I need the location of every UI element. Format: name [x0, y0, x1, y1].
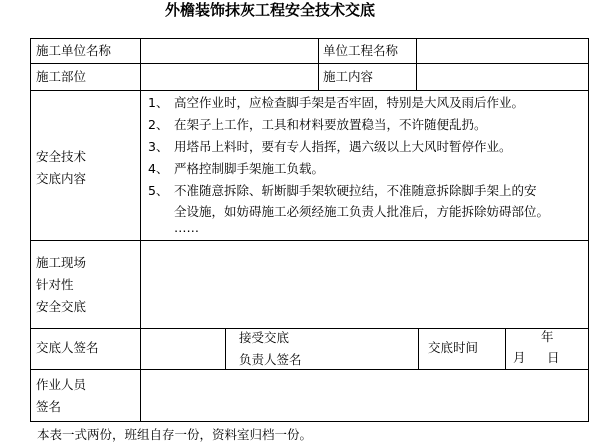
- col-divider: [416, 38, 417, 91]
- site-safety-label-line3: 安全交底: [36, 299, 87, 314]
- safety-item-number: 4、: [148, 161, 169, 176]
- safety-tech-label-line1: 安全技术: [36, 149, 87, 164]
- date-year-label: 年: [541, 329, 554, 344]
- safety-item-text: 严格控制脚手架施工负载。: [174, 161, 325, 176]
- safety-tech-label-line2: 交底内容: [36, 171, 87, 186]
- project-name-label: 单位工程名称: [323, 43, 399, 58]
- safety-item-number: 5、: [148, 183, 169, 198]
- safety-item-number: 3、: [148, 139, 169, 154]
- footer-note: 本表一式两份，班组自存一份，资料室归档一份。: [37, 427, 313, 442]
- date-day-label: 日: [547, 350, 560, 365]
- worker-signature-label-line2: 签名: [36, 399, 62, 414]
- safety-item-5-continuation: 全设施，如妨碍施工必须经施工负责人批准后，方能拆除妨碍部位。: [174, 204, 550, 219]
- document-title: 外檐装饰抹灰工程安全技术交底: [164, 1, 375, 19]
- table-border-left: [30, 38, 31, 422]
- col-divider: [418, 328, 419, 370]
- table-border-bottom: [30, 421, 589, 422]
- receiver-signature-label: [239, 327, 302, 371]
- location-label: 施工部位: [36, 69, 87, 84]
- safety-item-text: 用塔吊上料时，要有专人指挥，遇六级以上大风时暂停作业。: [174, 139, 512, 154]
- worker-signature-label: [36, 374, 86, 418]
- receiver-signature-label-line2: 负责人签名: [239, 352, 302, 367]
- date-month-label: 月: [513, 350, 526, 365]
- briefer-signature-label: 交底人签名: [36, 340, 99, 355]
- safety-item-text: 在架子上工作，工具和材料要放置稳当，不许随便乱扔。: [174, 117, 487, 132]
- worker-signature-label-line1: 作业人员: [36, 377, 87, 392]
- brief-time-label: 交底时间: [428, 340, 479, 355]
- safety-item-number: 1、: [148, 95, 169, 110]
- safety-tech-label: [36, 146, 86, 190]
- table-border-right: [588, 38, 589, 422]
- site-safety-label: [36, 252, 86, 318]
- col-divider: [505, 328, 506, 370]
- table-border-top: [30, 38, 589, 39]
- content-label: 施工内容: [323, 69, 374, 84]
- safety-item-number: 2、: [148, 117, 169, 132]
- site-safety-label-line1: 施工现场: [36, 255, 87, 270]
- safety-item-text: 不准随意拆除、斩断脚手架软硬拉结，不准随意拆除脚手架上的安: [174, 183, 537, 198]
- row-divider: [30, 63, 589, 64]
- row-divider: [30, 240, 589, 241]
- safety-item-text: 高空作业时，应检查脚手架是否牢固，特别是大风及雨后作业。: [174, 95, 525, 110]
- col-divider: [225, 328, 226, 370]
- col-divider: [318, 38, 319, 91]
- col-divider: [140, 38, 141, 422]
- ellipsis: ……: [174, 220, 199, 235]
- unit-name-label: 施工单位名称: [36, 43, 112, 58]
- row-divider: [30, 90, 589, 91]
- receiver-signature-label-line1: 接受交底: [239, 330, 290, 345]
- site-safety-label-line2: 针对性: [36, 277, 74, 292]
